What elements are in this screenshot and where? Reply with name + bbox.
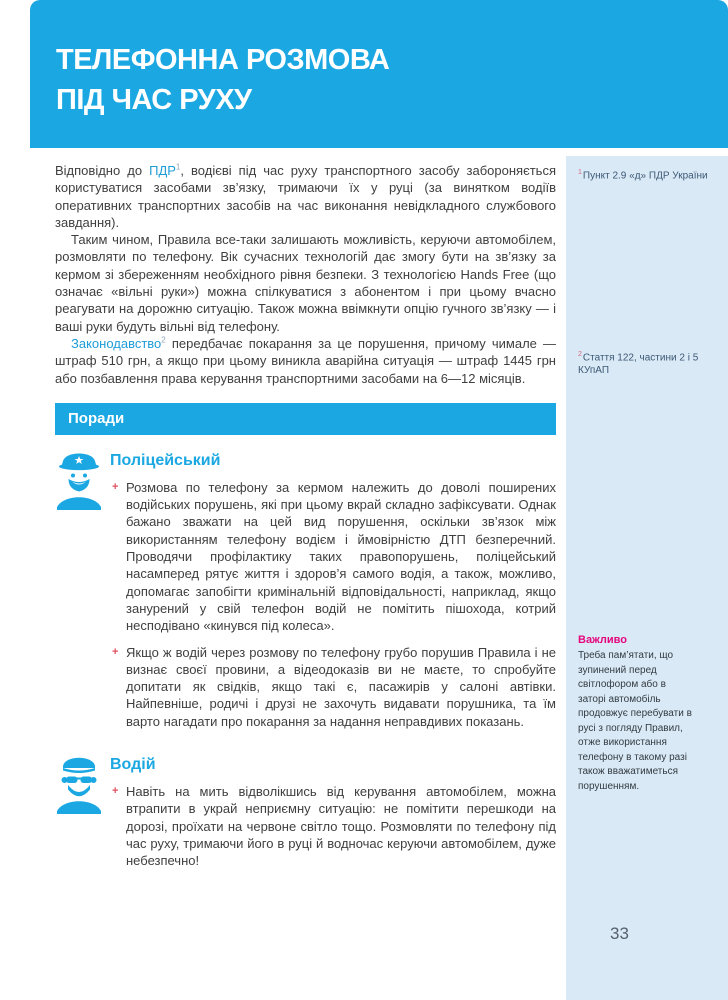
- page-title-line2: ПІД ЧАС РУХУ: [56, 84, 252, 116]
- tip-text: Розмова по телефону за кермом належить до доволі поширених водійських порушень, які при цьому вкрай складно зафіксувати. Однак бажано зважати на цей вид порушення, оскільки зв’язок між використанням телефону водієм і ймовірністю ДТП безперечний. Проводячи профілактику таких правопорушень, поліцейський насамперед рятує життя і здоров’я самого водія, а також, можливо, допомагає запобігти кримінальній відповідальності, наприклад, якщо занурений у свій телефон водій не помітить пішохода, котрий несподівано «кинувся під колеса».: [126, 479, 556, 634]
- sidebar: [566, 156, 728, 1000]
- tip-list-police: [110, 479, 556, 730]
- tip-body-police: [110, 448, 556, 739]
- tip-text: Якщо ж водій через розмову по телефону грубо порушив Правила і не визнає своєї провини, а відеодоказів ви не маєте, то спробуйте допитати як свідків, якщо такі є, пасажирів у салоні автівки. Найпевніше, родичі і друзі не захочуть видавати порушника, та їм варто нагадати про покарання за надання неправдивих показань.: [126, 644, 556, 729]
- bullet-marker: +: [112, 785, 119, 798]
- paragraph-intro: [55, 162, 556, 231]
- tip-section-police: [55, 448, 556, 739]
- paragraph-law-post: передбачає покарання за це порушення, причому чимале — штраф 510 грн, а якщо при цьому виникла аварійна ситуація — штраф 1445 грн або позбавлення права керування транспортними засобами на 6—12 місяців.: [55, 335, 556, 386]
- important-note-text: Треба пам’ятати, що зупинений перед світлофором або в заторі автомобіль продовжує перебувати в русі з погляду Правил, отже використання телефону в такому разі також вважатиметься порушенням.: [578, 650, 692, 792]
- footnote-1-text: Пункт 2.9 «д» ПДР України: [582, 170, 708, 182]
- list-item: [110, 783, 556, 869]
- footnote-ref-1: 1: [175, 162, 181, 172]
- important-note-heading: Важливо: [578, 634, 627, 646]
- paragraph-hands-free: Таким чином, Правила все-таки залишають можливість, керуючи автомобілем, розмовляти по телефону. Вік сучасних технологій дає змогу бути на зв’язку за кермом зі збереженням необхідного рівня безпеки. З технологією Hands Free (що означає «вільні руки») можна спілкуватися з абонентом і при цьому вчасно реагувати на дорожню ситуацію. Також можна ввімкнути опцію гучного зв’язку — і ваші руки будуть вільні від телефону.: [55, 232, 556, 334]
- footnote-2-marker: 2: [578, 351, 582, 358]
- chapter-header: [30, 0, 728, 148]
- police-officer-icon: [55, 448, 110, 739]
- driver-icon: [55, 752, 110, 878]
- bullet-marker: +: [112, 645, 119, 658]
- page-number: 33: [610, 924, 629, 943]
- tip-list-driver: [110, 783, 556, 869]
- tips-section-header: Поради: [55, 403, 556, 435]
- paragraph-intro-post: , водієві під час руху транспортного засобу забороняється користуватися засобами зв’язку, тримаючи їх у руці (за винятком водіїв оперативних транспортних засобів на час виконання невідкладного службового завдання).: [55, 163, 556, 230]
- important-note: [578, 634, 696, 794]
- tip-heading-police: Поліцейський: [110, 451, 221, 469]
- tip-body-driver: [110, 752, 556, 878]
- legislation-link[interactable]: Законодавство: [71, 335, 162, 351]
- page-title-line1: ТЕЛЕФОННА РОЗМОВА: [56, 44, 390, 76]
- footnote-ref-2: 2: [161, 335, 166, 345]
- main-column: [30, 156, 562, 879]
- tip-text: Навіть на мить відволікшись від керування автомобілем, можна втрапити в украй неприємну ситуацію: не помітити перешкоди на дорозі, проїхати на червоне світло тощо. Розмовляти по телефону під час руху, тримаючи його в руці й водночас керуючи автомобілем, дуже небезпечно!: [126, 784, 556, 869]
- page-title: [56, 40, 389, 120]
- pdr-link[interactable]: ПДР: [149, 163, 176, 178]
- list-item: [110, 644, 556, 730]
- footnote-1-marker: 1: [578, 169, 582, 176]
- footnote-2: [578, 348, 716, 377]
- bullet-marker: +: [112, 480, 119, 493]
- footnote-1: [578, 166, 716, 182]
- tip-section-driver: [55, 752, 556, 878]
- paragraph-intro-pre: Відповідно до: [55, 163, 150, 178]
- footnote-2-text: Стаття 122, частини 2 і 5 КУпАП: [578, 352, 699, 377]
- tip-heading-driver: Водій: [110, 756, 156, 774]
- paragraph-law: [55, 335, 556, 387]
- list-item: [110, 479, 556, 635]
